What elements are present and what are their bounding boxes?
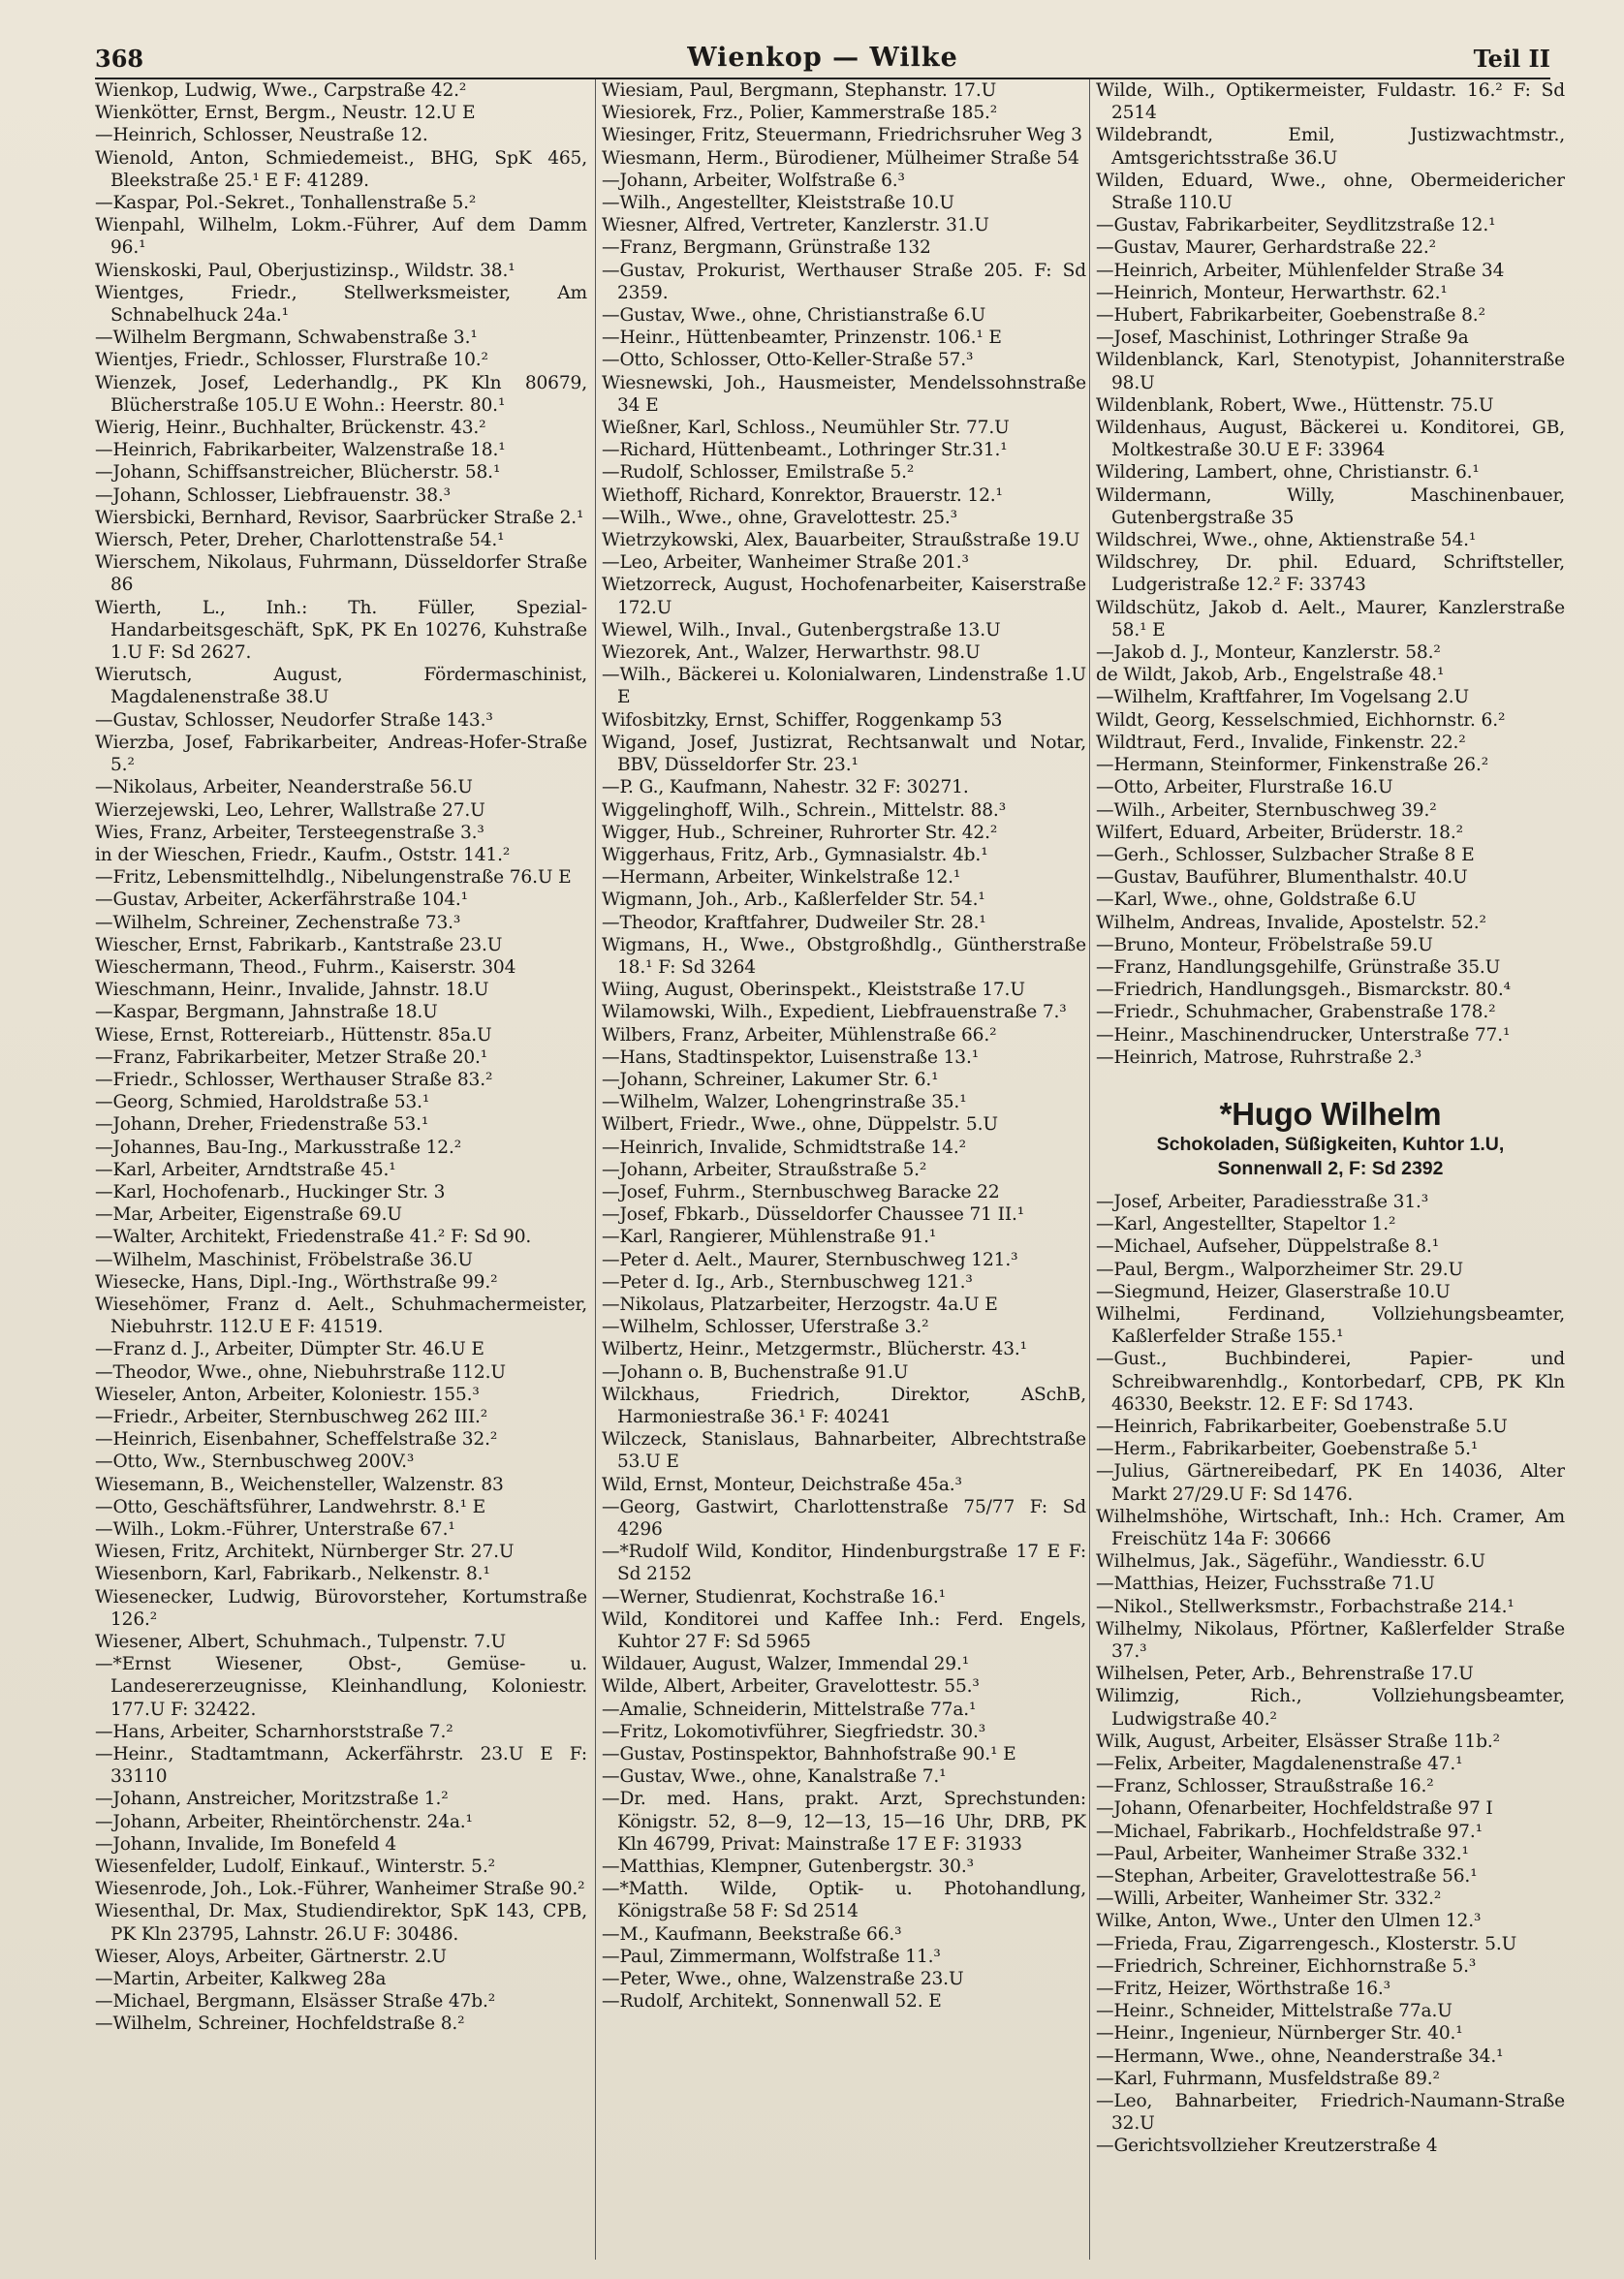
directory-entry: —Nikolaus, Platzarbeiter, Herzogstr. 4a.U E [602,1294,998,1315]
directory-entry: Wildtraut, Ferd., Invalide, Finkenstr. 22.² [1096,732,1466,753]
directory-entry: Wierig, Heinr., Buchhalter, Brückenstr. 43.² [95,418,486,439]
directory-entry: —Friedrich, Handlungsgeh., Bismarckstr. 80.⁴ [1096,980,1511,1001]
directory-entry: Wilhelmi, Ferdinand, Vollziehungsbeamter, Kaßlerfelder Straße 155.¹ [1096,1303,1565,1348]
directory-entry: —Michael, Fabrikarb., Hochfeldstraße 97.¹ [1096,1821,1483,1842]
directory-entry: Wiesener, Albert, Schuhmach., Tulpenstr. 7.U [95,1632,506,1653]
directory-entry: —Stephan, Arbeiter, Gravelottestraße 56.¹ [1096,1866,1478,1888]
directory-entry: —Johann, Schlosser, Liebfrauenstr. 38.³ [95,484,451,506]
directory-entry: Wilfert, Eduard, Arbeiter, Brüderstr. 18.² [1096,822,1463,843]
column-right-bottom [1096,1191,1565,2158]
directory-entry: Wilde, Wilh., Optikermeister, Fuldastr. 16.² F: Sd 2514 [1096,80,1565,124]
directory-entry: Wiesecke, Hans, Dipl.-Ing., Wörthstraße 99.² [95,1271,498,1293]
ad-line-2: Sonnenwall 2, F: Sd 2392 [1217,1157,1444,1179]
directory-entry: —Johann, Ofenarbeiter, Hochfeldstraße 97 I [1096,1798,1493,1820]
directory-entry: Wildenhaus, August, Bäckerei u. Konditorei, GB, Moltkestraße 30.U E F: 33964 [1096,418,1565,461]
directory-entry: —Hubert, Fabrikarbeiter, Goebenstraße 8.² [1096,305,1485,327]
directory-entry: —Gustav, Postinspektor, Bahnhofstraße 90.¹ E [602,1744,1016,1765]
column-left [95,79,587,2260]
ad-line-1: Schokoladen, Süßigkeiten, Kuhtor 1.U, [1156,1133,1505,1155]
directory-entry: —Franz d. J., Arbeiter, Dümpter Str. 46.U E [95,1339,484,1360]
directory-entry: Wieser, Aloys, Arbeiter, Gärtnerstr. 2.U [95,1946,447,1967]
column-middle [595,79,1086,2260]
directory-entry: —Dr. med. Hans, prakt. Arzt, Sprechstunden: Königstr. 52, 8—9, 12—13, 15—16 Uhr, DRB, PK Kln 46799, Privat: Mainstraße 17 E F: 31933 [602,1789,1086,1855]
directory-entry: —Franz, Schlosser, Straußstraße 16.² [1096,1776,1434,1797]
directory-entry: —Peter d. Ig., Arb., Sternbuschweg 121.³ [602,1271,973,1293]
directory-entry: —Paul, Zimmermann, Wolfstraße 11.³ [602,1946,941,1967]
directory-entry: —Josef, Arbeiter, Paradiesstraße 31.³ [1096,1191,1429,1212]
directory-entry: —*Rudolf Wild, Konditor, Hindenburgstraße 17 E F: Sd 2152 [602,1542,1086,1585]
directory-entry: —Kaspar, Pol.-Sekret., Tonhallenstraße 5.² [95,193,477,214]
directory-entry: Wiethoff, Richard, Konrektor, Brauerstr. 12.¹ [602,484,1003,506]
directory-entry: —Werner, Studienrat, Kochstraße 16.¹ [602,1586,946,1608]
directory-entry: Wilimzig, Rich., Vollziehungsbeamter, Ludwigstraße 40.² [1096,1686,1565,1730]
directory-entry: —Leo, Arbeiter, Wanheimer Straße 201.³ [602,552,969,574]
directory-entry: Wildebrandt, Emil, Justizwachtmstr., Amtsgerichtsstraße 36.U [1096,125,1565,169]
directory-entry: —Gustav, Bauführer, Blumenthalstr. 40.U [1096,867,1468,889]
directory-entry: —Johann, Dreher, Friedenstraße 53.¹ [95,1114,429,1136]
running-head: Wienkop — Wilke [687,43,958,73]
directory-entry: —Fritz, Lokomotivführer, Siegfriedstr. 30.³ [602,1721,986,1742]
directory-entry: —P. G., Kaufmann, Nahestr. 32 F: 30271. [602,777,969,798]
directory-entry: Wiescher, Ernst, Fabrikarb., Kantstraße 23.U [95,934,503,955]
directory-entry: —Friedr., Schuhmacher, Grabenstraße 178.² [1096,1002,1496,1023]
directory-entry: —Michael, Aufseher, Düppelstraße 8.¹ [1096,1236,1440,1258]
directory-entry: —Peter, Wwe., ohne, Walzenstraße 23.U [602,1969,964,1990]
directory-entry: —Heinrich, Fabrikarbeiter, Walzenstraße 18.¹ [95,440,506,461]
directory-entry: Wientjes, Friedr., Schlosser, Flurstraße 10.² [95,350,488,371]
directory-entry: —Johann, Arbeiter, Rheintörchenstr. 24a.¹ [95,1811,473,1832]
directory-entry: —Karl, Arbeiter, Arndtstraße 45.¹ [95,1159,396,1180]
directory-entry: Wiesinger, Fritz, Steuermann, Friedrichsruher Weg 3 [602,125,1082,146]
directory-entry: —Wilhelm, Maschinist, Fröbelstraße 36.U [95,1249,473,1270]
directory-entry: —Martin, Arbeiter, Kalkweg 28a [95,1969,387,1990]
directory-entry: Wiing, August, Oberinspekt., Kleiststraße 17.U [602,980,1025,1001]
directory-entry: Wigand, Josef, Justizrat, Rechtsanwalt und Notar, BBV, Düsseldorfer Str. 23.¹ [602,732,1086,776]
directory-entry: —Johann, Arbeiter, Wolfstraße 6.³ [602,170,905,191]
directory-entry: —Julius, Gärtnereibedarf, PK En 14036, Alter Markt 27/29.U F: Sd 1476. [1096,1461,1565,1505]
directory-entry: Wienkötter, Ernst, Bergm., Neustr. 12.U E [95,103,476,124]
directory-entry: —Paul, Arbeiter, Wanheimer Straße 332.¹ [1096,1843,1469,1864]
directory-entry: —Heinr., Stadtamtmann, Ackerfährstr. 23.U E F: 33110 [95,1744,587,1788]
directory-entry: Wildauer, August, Walzer, Immendal 29.¹ [602,1654,970,1675]
directory-entry: —Hermann, Wwe., ohne, Neanderstraße 34.¹ [1096,2045,1504,2067]
directory-entry: Wildschrey, Dr. phil. Eduard, Schriftsteller, Ludgeristraße 12.² F: 33743 [1096,552,1565,596]
directory-entry: —Gustav, Fabrikarbeiter, Seydlitzstraße 12.¹ [1096,215,1496,236]
directory-entry: Wilden, Eduard, Wwe., ohne, Obermeidericher Straße 110.U [1096,170,1565,214]
directory-entry: —Josef, Fbkarb., Düsseldorfer Chaussee 71 II.¹ [602,1204,1025,1226]
directory-entry: —Paul, Bergm., Walporzheimer Str. 29.U [1096,1259,1464,1280]
directory-entry: —Wilh., Lokm.-Führer, Unterstraße 67.¹ [95,1519,455,1540]
directory-entry: Wieschmann, Heinr., Invalide, Jahnstr. 18.U [95,980,489,1001]
directory-entry: Wiesnewski, Joh., Hausmeister, Mendelssohnstraße 34 E [602,372,1086,416]
directory-entry: Wies, Franz, Arbeiter, Tersteegenstraße 3.³ [95,822,484,843]
directory-entry: Wigmans, H., Wwe., Obstgroßhdlg., Güntherstraße 18.¹ F: Sd 3264 [602,934,1086,978]
directory-entry: Wilde, Albert, Arbeiter, Gravelottestr. 55.³ [602,1676,980,1698]
directory-entry: —Walter, Architekt, Friedenstraße 41.² F: Sd 90. [95,1227,532,1248]
directory-entry: Wildenblank, Robert, Wwe., Hüttenstr. 75.U [1096,394,1494,416]
directory-entry: Wiezorek, Ant., Walzer, Herwarthstr. 98.U [602,642,981,664]
directory-entry: —Heinr., Schneider, Mittelstraße 77a.U [1096,2001,1452,2022]
directory-entry: —Wilh., Bäckerei u. Kolonialwaren, Lindenstraße 1.U E [602,665,1086,708]
directory-entry: —Heinrich, Invalide, Schmidtstraße 14.² [602,1137,966,1158]
directory-entry: Wiesenfelder, Ludolf, Einkauf., Winterstr. 5.² [95,1857,495,1878]
directory-entry: —Wilh., Angestellter, Kleiststraße 10.U [602,193,954,214]
directory-entry: Wildermann, Willy, Maschinenbauer, Gutenbergstraße 35 [1096,484,1565,528]
directory-entry: Wiesmann, Herm., Bürodiener, Mülheimer Straße 54 [602,147,1079,169]
directory-entry: Wierschem, Nikolaus, Fuhrmann, Düsseldorfer Straße 86 [95,552,587,596]
directory-entry: —Johannes, Bau-Ing., Markusstraße 12.² [95,1137,462,1158]
directory-entry: —Wilh., Arbeiter, Sternbuschweg 39.² [1096,799,1437,821]
directory-entry: Wilamowski, Wilh., Expedient, Liebfrauenstraße 7.³ [602,1002,1067,1023]
directory-entry: Wierzba, Josef, Fabrikarbeiter, Andreas-Hofer-Straße 5.² [95,732,587,776]
directory-entry: Wiesenecker, Ludwig, Bürovorsteher, Kortumstraße 126.² [95,1586,587,1630]
directory-entry: Wiewel, Wilh., Inval., Gutenbergstraße 13.U [602,619,1001,640]
directory-entry: —Amalie, Schneiderin, Mittelstraße 77a.¹ [602,1699,977,1720]
directory-entry: Wiesenrode, Joh., Lok.-Führer, Wanheimer Straße 90.² [95,1879,585,1900]
directory-entry: —*Matth. Wilde, Optik- u. Photohandlung, Königstraße 58 F: Sd 2514 [602,1879,1086,1922]
directory-entry: Wiesiam, Paul, Bergmann, Stephanstr. 17.U [602,80,997,101]
page-header [95,43,1550,79]
directory-entry: —Otto, Geschäftsführer, Landwehrstr. 8.¹ E [95,1496,486,1517]
column-right-top [1096,79,1565,1069]
directory-entry: Wilbert, Friedr., Wwe., ohne, Düppelstr. 5.U [602,1114,998,1136]
directory-entry: Wiesner, Alfred, Vertreter, Kanzlerstr. 31.U [602,215,989,236]
directory-entry: —Gustav, Arbeiter, Ackerfährstraße 104.¹ [95,890,468,911]
directory-entry: —Friedrich, Schreiner, Eichhornstraße 5.³ [1096,1955,1477,1977]
directory-entry: —Siegmund, Heizer, Glaserstraße 10.U [1096,1281,1451,1302]
directory-entry: —Gustav, Maurer, Gerhardstraße 22.² [1096,237,1436,259]
directory-entry: Wierzejewski, Leo, Lehrer, Wallstraße 27.U [95,799,485,821]
directory-entry: —Josef, Fuhrm., Sternbuschweg Baracke 22 [602,1181,1000,1202]
directory-entry: —Nikol., Stellwerksmstr., Forbachstraße 214.¹ [1096,1596,1515,1617]
directory-entry: —Georg, Schmied, Haroldstraße 53.¹ [95,1092,430,1113]
directory-entry: —Bruno, Monteur, Fröbelstraße 59.U [1096,934,1433,955]
directory-entry: —Gerh., Schlosser, Sulzbacher Straße 8 E [1096,844,1475,865]
directory-entry: —Leo, Bahnarbeiter, Friedrich-Naumann-Straße 32.U [1096,2091,1565,2135]
advertisement-hugo-wilhelm [1096,1096,1565,1181]
directory-entry: —Johann, Schreiner, Lakumer Str. 6.¹ [602,1069,939,1090]
directory-entry: Wild, Ernst, Monteur, Deichstraße 45a.³ [602,1474,962,1495]
directory-entry: Wildschütz, Jakob d. Aelt., Maurer, Kanzlerstraße 58.¹ E [1096,597,1565,640]
directory-entry: —Gustav, Wwe., ohne, Kanalstraße 7.¹ [602,1766,947,1788]
directory-entry: —Heinrich, Matrose, Ruhrstraße 2.³ [1096,1046,1422,1068]
directory-entry: Wiersbicki, Bernhard, Revisor, Saarbrücker Straße 2.¹ [95,507,584,528]
directory-entry: —Franz, Handlungsgehilfe, Grünstraße 35.U [1096,956,1501,978]
directory-entry: —Gustav, Wwe., ohne, Christianstraße 6.U [602,305,986,327]
directory-entry: Wierth, L., Inh.: Th. Füller, Spezial-Handarbeitsgeschäft, SpK, PK En 10276, Kuhstraße 1.U F: Sd 2627. [95,597,587,664]
directory-entry: —Gust., Buchbinderei, Papier- und Schreibwarenhdlg., Kontorbedarf, CPB, PK Kln 46330, Beekstr. 12. E F: Sd 1743. [1096,1349,1565,1415]
directory-entry: Wierutsch, August, Fördermaschinist, Magdalenenstraße 38.U [95,665,587,708]
directory-entry: —Wilhelm, Walzer, Lohengrinstraße 35.¹ [602,1092,967,1113]
directory-entry: —Wilhelm, Kraftfahrer, Im Vogelsang 2.U [1096,687,1469,708]
directory-entry: Wigger, Hub., Schreiner, Ruhrorter Str. 42.² [602,822,998,843]
directory-entry: Wieschermann, Theod., Fuhrm., Kaiserstr. 304 [95,956,516,978]
directory-entry: Wiesenborn, Karl, Fabrikarb., Nelkenstr. 8.¹ [95,1564,490,1585]
directory-entry: —M., Kaufmann, Beekstraße 66.³ [602,1923,902,1945]
directory-entry: —Gustav, Prokurist, Werthauser Straße 205. F: Sd 2359. [602,260,1086,303]
directory-entry: Wilckhaus, Friedrich, Direktor, ASchB, Harmoniestraße 36.¹ F: 40241 [602,1384,1086,1427]
directory-entry: Wiesenthal, Dr. Max, Studiendirektor, SpK 143, CPB, PK Kln 23795, Lahnstr. 26.U F: 30486. [95,1901,587,1945]
directory-entry: Wieseler, Anton, Arbeiter, Koloniestr. 155.³ [95,1384,480,1405]
directory-entry: Wildschrei, Wwe., ohne, Aktienstraße 54.¹ [1096,530,1477,551]
directory-entry: Wildt, Georg, Kesselschmied, Eichhornstr. 6.² [1096,709,1506,731]
directory-entry: Wilk, August, Arbeiter, Elsässer Straße 11b.² [1096,1731,1500,1752]
directory-entry: —Frieda, Frau, Zigarrengesch., Klosterstr. 5.U [1096,1933,1517,1954]
directory-entry: —Hans, Arbeiter, Scharnhorststraße 7.² [95,1721,453,1742]
directory-entry: —Heinr., Maschinendrucker, Unterstraße 77.¹ [1096,1024,1511,1046]
directory-entry: Wilbers, Franz, Arbeiter, Mühlenstraße 66.² [602,1024,997,1046]
directory-entry: Wienold, Anton, Schmiedemeist., BHG, SpK 465, Bleekstraße 25.¹ E F: 41289. [95,147,587,191]
directory-entry: Wienkop, Ludwig, Wwe., Carpstraße 42.² [95,80,467,101]
directory-entry: —Otto, Ww., Sternbuschweg 200V.³ [95,1452,415,1473]
directory-entry: Wiese, Ernst, Rottereiarb., Hüttenstr. 85a.U [95,1024,492,1046]
directory-entry: Wilczeck, Stanislaus, Bahnarbeiter, Albrechtstraße 53.U E [602,1429,1086,1473]
directory-entry: —Karl, Fuhrmann, Musfeldstraße 89.² [1096,2068,1440,2089]
directory-entry: —Otto, Schlosser, Otto-Keller-Straße 57.³ [602,350,974,371]
directory-entry: Wiesen, Fritz, Architekt, Nürnberger Str. 27.U [95,1542,515,1563]
directory-entry: —Johann, Arbeiter, Straußstraße 5.² [602,1159,927,1180]
directory-entry: —Heinrich, Schlosser, Neustraße 12. [95,125,428,146]
directory-entry: —Hans, Stadtinspektor, Luisenstraße 13.¹ [602,1046,980,1068]
directory-entry: Wiersch, Peter, Dreher, Charlottenstraße 54.¹ [95,530,505,551]
directory-entry: Wilhelmy, Nikolaus, Pförtner, Kaßlerfelder Straße 37.³ [1096,1618,1565,1662]
directory-entry: Wiesemann, B., Weichensteller, Walzenstr. 83 [95,1474,504,1495]
directory-entry: —*Ernst Wiesener, Obst-, Gemüse- u. Landesererzeugnisse, Kleinhandlung, Koloniestr. 177.U F: 32422. [95,1654,587,1720]
directory-entry: —Peter d. Aelt., Maurer, Sternbuschweg 121.³ [602,1249,1018,1270]
directory-entry: —Gerichtsvollzieher Kreutzerstraße 4 [1096,2136,1438,2157]
directory-entry: —Georg, Gastwirt, Charlottenstraße 75/77 F: Sd 4296 [602,1496,1086,1540]
directory-entry: —Fritz, Lebensmittelhdlg., Nibelungenstraße 76.U E [95,867,572,889]
directory-entry: Wietzorreck, August, Hochofenarbeiter, Kaiserstraße 172.U [602,575,1086,618]
directory-entry: —Herm., Fabrikarbeiter, Goebenstraße 5.¹ [1096,1439,1479,1460]
directory-entry: —Hermann, Arbeiter, Winkelstraße 12.¹ [602,867,961,889]
directory-entry: —Johann o. B, Buchenstraße 91.U [602,1361,909,1383]
directory-entry: —Heinrich, Fabrikarbeiter, Goebenstraße 5.U [1096,1416,1508,1437]
directory-entry: Wild, Konditorei und Kaffee Inh.: Ferd. Engels, Kuhtor 27 F: Sd 5965 [602,1608,1086,1653]
directory-entry: —Johann, Invalide, Im Bonefeld 4 [95,1833,397,1855]
directory-entry: —Heinr., Hüttenbeamter, Prinzenstr. 106.¹ E [602,328,1002,349]
directory-entry: —Mar, Arbeiter, Eigenstraße 69.U [95,1204,402,1226]
directory-entry: —Johann, Anstreicher, Moritzstraße 1.² [95,1789,449,1810]
directory-entry: —Otto, Arbeiter, Flurstraße 16.U [1096,777,1393,798]
directory-entry: Wildenblanck, Karl, Stenotypist, Johanniterstraße 98.U [1096,350,1565,393]
directory-entry: —Heinr., Ingenieur, Nürnberger Str. 40.¹ [1096,2023,1463,2045]
directory-entry: —Kaspar, Bergmann, Jahnstraße 18.U [95,1002,438,1023]
directory-entry: —Josef, Maschinist, Lothringer Straße 9a [1096,328,1469,349]
directory-entry: —Karl, Hochofenarb., Huckinger Str. 3 [95,1181,446,1202]
directory-entry: —Michael, Bergmann, Elsässer Straße 47b.² [95,1991,496,2013]
directory-entry: —Richard, Hüttenbeamt., Lothringer Str.31.¹ [602,440,1008,461]
directory-entry: Wigmann, Joh., Arb., Kaßlerfelder Str. 54.¹ [602,890,985,911]
section-label: Teil II [1473,45,1550,73]
directory-entry: —Wilh., Wwe., ohne, Gravelottestr. 25.³ [602,507,957,528]
directory-entry: —Rudolf, Schlosser, Emilstraße 5.² [602,462,915,484]
directory-entry: —Johann, Schiffsanstreicher, Blücherstr. 58.¹ [95,462,501,484]
ad-name: *Hugo Wilhelm [1219,1095,1442,1132]
directory-entry: Wientges, Friedr., Stellwerksmeister, Am Schnabelhuck 24a.¹ [95,282,587,327]
directory-entry: —Wilhelm Bergmann, Schwabenstraße 3.¹ [95,328,478,349]
directory-entry: —Heinrich, Monteur, Herwarthstr. 62.¹ [1096,282,1448,303]
directory-entry: —Matthias, Heizer, Fuchsstraße 71.U [1096,1574,1435,1595]
directory-entry: —Jakob d. J., Monteur, Kanzlerstr. 58.² [1096,642,1441,664]
directory-entry: —Karl, Wwe., ohne, Goldstraße 6.U [1096,890,1417,911]
directory-entry: Wilbertz, Heinr., Metzgermstr., Blücherstr. 43.¹ [602,1339,1027,1360]
directory-entry: —Friedr., Arbeiter, Sternbuschweg 262 III.² [95,1406,488,1427]
page-number: 368 [95,45,144,73]
directory-entry: —Franz, Bergmann, Grünstraße 132 [602,237,931,259]
directory-entry: —Karl, Rangierer, Mühlenstraße 91.¹ [602,1227,937,1248]
directory-entry: —Gustav, Schlosser, Neudorfer Straße 143.³ [95,709,493,731]
directory-entry: Wildering, Lambert, ohne, Christianstr. 6.¹ [1096,462,1480,484]
directory-entry: Wiesehömer, Franz d. Aelt., Schuhmachermeister, Niebuhrstr. 112.U E F: 41519. [95,1294,587,1338]
directory-entry: —Matthias, Klempner, Gutenbergstr. 30.³ [602,1857,974,1878]
directory-entry: —Rudolf, Architekt, Sonnenwall 52. E [602,1991,942,2013]
directory-entry: —Theodor, Kraftfahrer, Dudweiler Str. 28.¹ [602,912,986,933]
directory-entry: Wilhelm, Andreas, Invalide, Apostelstr. 52.² [1096,912,1486,933]
directory-entry: Wietrzykowski, Alex, Bauarbeiter, Straußstraße 19.U [602,530,1080,551]
directory-entry: —Wilhelm, Schreiner, Hochfeldstraße 8.² [95,2014,465,2035]
directory-entry: Wienpahl, Wilhelm, Lokm.-Führer, Auf dem Damm 96.¹ [95,215,587,259]
directory-entry: —Fritz, Heizer, Wörthstraße 16.³ [1096,1979,1390,2000]
directory-entry: —Franz, Fabrikarbeiter, Metzer Straße 20.¹ [95,1046,488,1068]
directory-entry: Wiggelinghoff, Wilh., Schrein., Mittelstr. 88.³ [602,799,1006,821]
column-right [1089,79,1565,2260]
directory-entry: —Heinrich, Eisenbahner, Scheffelstraße 32.² [95,1429,498,1451]
directory-entry: de Wildt, Jakob, Arb., Engelstraße 48.¹ [1096,665,1445,686]
directory-entry: —Heinrich, Arbeiter, Mühlenfelder Straße 34 [1096,260,1505,281]
directory-entry: —Wilhelm, Schlosser, Uferstraße 3.² [602,1317,929,1338]
directory-entry: Wienskoski, Paul, Oberjustizinsp., Wildstr. 38.¹ [95,260,515,281]
directory-entry: Wiggerhaus, Fritz, Arb., Gymnasialstr. 4b.¹ [602,844,988,865]
directory-entry: —Friedr., Schlosser, Werthauser Straße 83.² [95,1069,493,1090]
directory-entry: —Theodor, Wwe., ohne, Niebuhrstraße 112.U [95,1361,506,1383]
directory-entry: Wifosbitzky, Ernst, Schiffer, Roggenkamp 53 [602,709,1003,731]
directory-entry: —Nikolaus, Arbeiter, Neanderstraße 56.U [95,777,473,798]
directory-entry: Wilhelmshöhe, Wirtschaft, Inh.: Hch. Cramer, Am Freischütz 14a F: 30666 [1096,1506,1565,1549]
directory-entry: Wilhelsen, Peter, Arb., Behrenstraße 17.U [1096,1664,1474,1685]
directory-entry: —Karl, Angestellter, Stapeltor 1.² [1096,1214,1396,1235]
directory-entry: —Wilhelm, Schreiner, Zechenstraße 73.³ [95,912,461,933]
directory-entry: —Willi, Arbeiter, Wanheimer Str. 332.² [1096,1889,1442,1910]
directory-entry: Wießner, Karl, Schloss., Neumühler Str. 77.U [602,418,1010,439]
directory-entry: —Felix, Arbeiter, Magdalenenstraße 47.¹ [1096,1754,1463,1775]
directory-entry: in der Wieschen, Friedr., Kaufm., Oststr. 141.² [95,844,511,865]
directory-entry: Wienzek, Josef, Lederhandlg., PK Kln 80679, Blücherstraße 105.U E Wohn.: Heerstr. 80.¹ [95,372,587,416]
directory-entry: Wiesiorek, Frz., Polier, Kammerstraße 185.² [602,103,998,124]
directory-entry: Wilhelmus, Jak., Sägeführ., Wandiesstr. 6.U [1096,1551,1485,1573]
directory-entry: Wilke, Anton, Wwe., Unter den Ulmen 12.³ [1096,1911,1482,1932]
directory-entry: —Hermann, Steinformer, Finkenstraße 26.² [1096,755,1489,776]
